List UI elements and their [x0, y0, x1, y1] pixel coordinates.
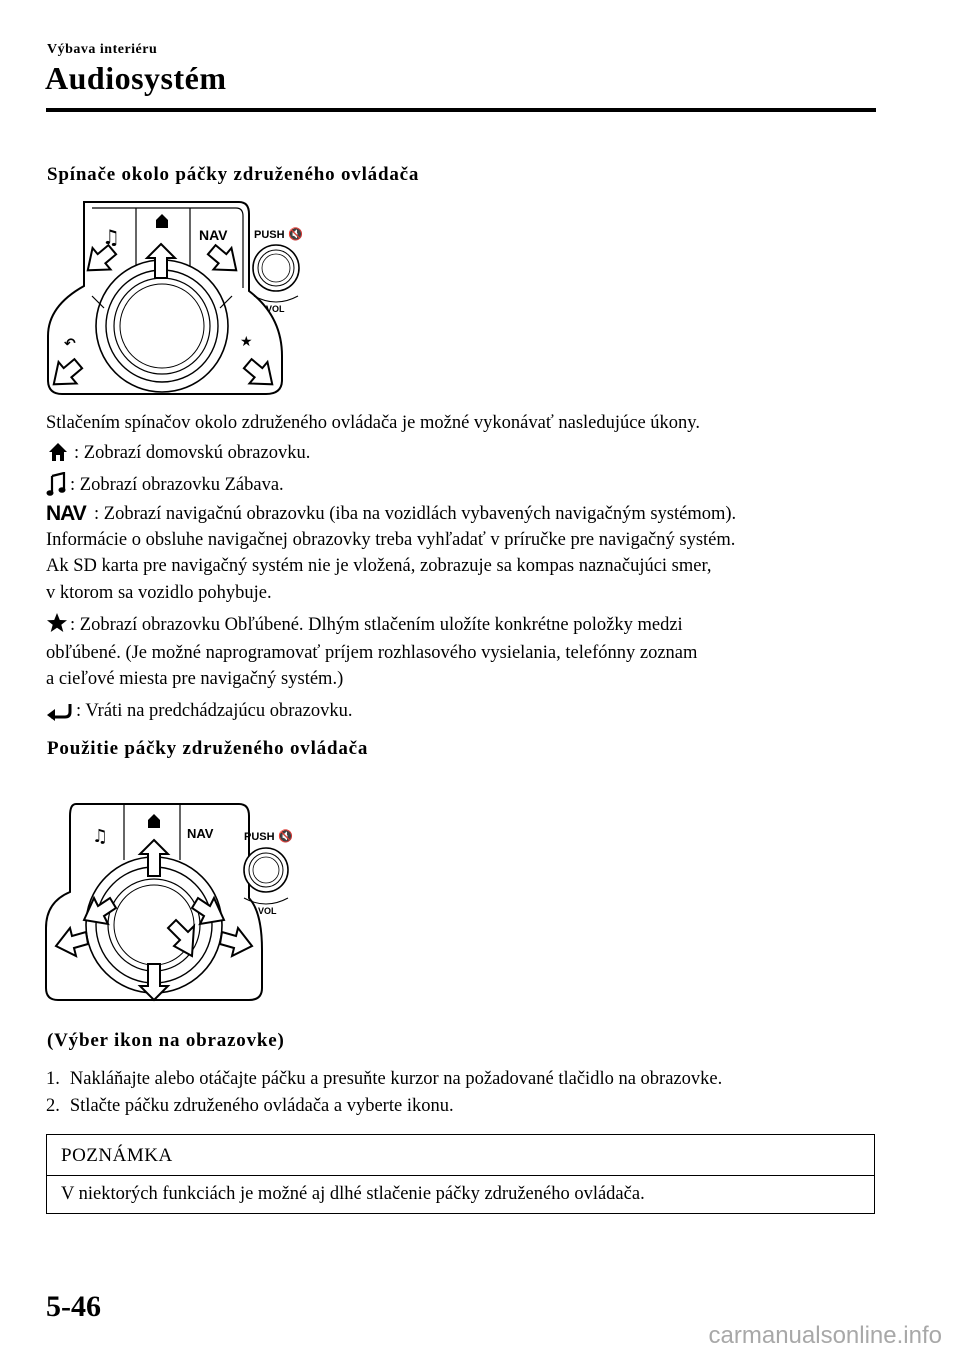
- star-icon: ★: [240, 334, 253, 350]
- back-icon: [46, 698, 74, 722]
- star-icon: [46, 612, 68, 634]
- svg-text:PUSH: PUSH: [244, 831, 275, 843]
- item-music: : Zobrazí obrazovku Zábava.: [46, 472, 284, 498]
- nav-description-2: Informácie o obsluhe navigačnej obrazovky treba vyhľadať v príručke pre navigačný systém.: [46, 530, 736, 550]
- commander-switches-figure: [44, 196, 314, 398]
- favorites-description-2: obľúbené. (Je možné naprogramovať príjem rozhlasového vysielania, telefónny zoznam: [46, 643, 698, 663]
- music-icon: ♫: [102, 225, 120, 249]
- svg-text:PUSH: PUSH: [254, 229, 285, 241]
- title-divider: [46, 108, 876, 112]
- back-icon: ↶: [64, 336, 76, 352]
- section-heading-switches: Spínače okolo páčky združeného ovládača: [47, 164, 420, 185]
- svg-text:NAV: NAV: [187, 826, 214, 841]
- watermark: carmanualsonline.info: [708, 1322, 942, 1349]
- nav-icon: NAV: [46, 502, 86, 525]
- svg-text:VOL: VOL: [266, 304, 285, 314]
- section-heading-commander-use: Použitie páčky združeného ovládača: [47, 738, 369, 759]
- favorites-description-3: a cieľové miesta pre navigačný systém.): [46, 669, 344, 689]
- home-icon: [46, 440, 70, 464]
- step-2: 2. Stlačte páčku združeného ovládača a vyberte ikonu.: [46, 1096, 454, 1116]
- item-nav: NAV : Zobrazí navigačnú obrazovku (iba na vozidlách vybavených navigačným systémom).: [46, 502, 737, 525]
- section-label: Výbava interiéru: [47, 42, 158, 57]
- item-back: : Vráti na predchádzajúcu obrazovku.: [46, 698, 352, 724]
- commander-knob-figure: [44, 800, 304, 1006]
- svg-text:🔇: 🔇: [288, 227, 303, 241]
- nav-description-3: Ak SD karta pre navigačný systém nie je vložená, zobrazuje sa kompas naznačujúci smer,: [46, 556, 712, 576]
- page-title: Audiosystém: [45, 60, 227, 96]
- item-home: : Zobrazí domovskú obrazovku.: [46, 440, 310, 466]
- svg-text:NAV: NAV: [199, 227, 228, 243]
- svg-text:🔇: 🔇: [278, 829, 293, 843]
- music-icon: ♫: [92, 826, 109, 847]
- note-text: V niektorých funkciách je možné aj dlhé stlačenie páčky združeného ovládača.: [61, 1184, 645, 1204]
- page-number: 5-46: [46, 1290, 101, 1323]
- nav-description-4: v ktorom sa vozidlo pohybuje.: [46, 583, 272, 603]
- subheading-icon-selection: (Výber ikon na obrazovke): [47, 1030, 285, 1051]
- switches-intro: Stlačením spínačov okolo združeného ovládača je možné vykonávať nasledujúce úkony.: [46, 413, 700, 433]
- note-title: POZNÁMKA: [47, 1135, 874, 1176]
- note-box: [46, 1134, 875, 1214]
- step-1: 1. Nakláňajte alebo otáčajte páčku a presuňte kurzor na požadované tlačidlo na obrazovke.: [46, 1069, 723, 1089]
- svg-text:VOL: VOL: [258, 906, 277, 916]
- music-icon: [46, 472, 68, 498]
- item-favorites: : Zobrazí obrazovku Obľúbené. Dlhým stlačením uložíte konkrétne položky medzi: [46, 612, 683, 638]
